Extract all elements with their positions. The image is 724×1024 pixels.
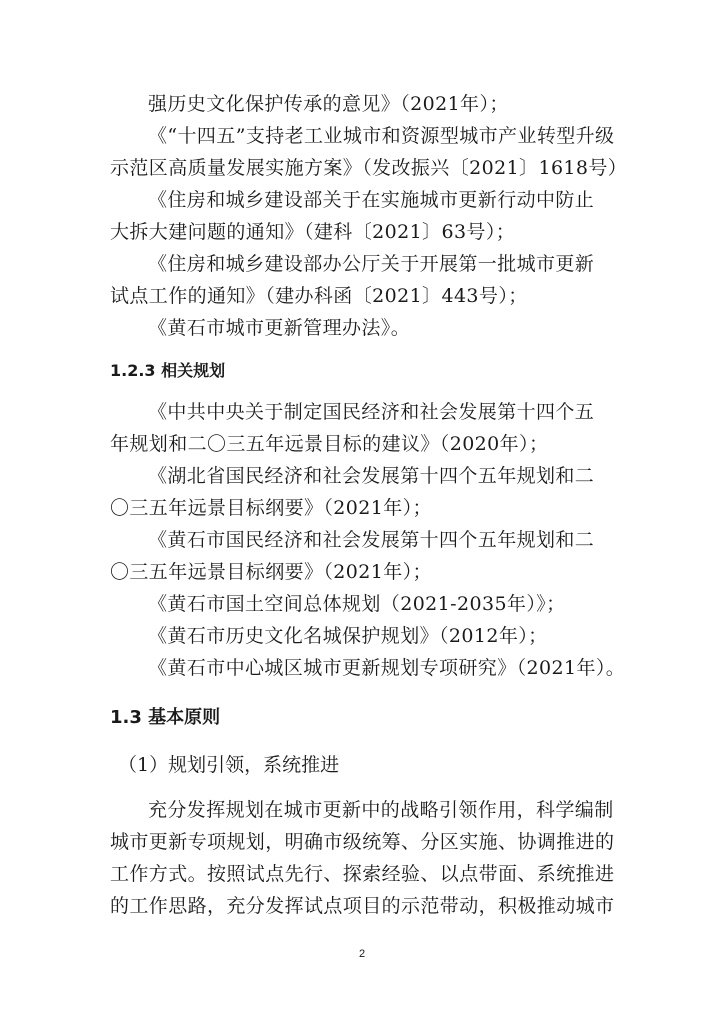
text-line: 示范区高质量发展实施方案》（发改振兴〔2021〕1618号） xyxy=(110,157,628,179)
text-line: 试点工作的通知》（建办科函〔2021〕443号）； xyxy=(110,285,528,307)
text-line: 的工作思路，充分发挥试点项目的示范带动，积极推动城市 xyxy=(110,895,615,917)
text-line: 《黄石市历史文化名城保护规划》（2012年）； xyxy=(148,625,548,647)
text-line: 《“十四五”支持老工业城市和资源型城市产业转型升级 xyxy=(148,125,615,147)
text-line: 《黄石市中心城区城市更新规划专项研究》（2021年）。 xyxy=(148,657,626,679)
text-line: 《黄石市城市更新管理办法》。 xyxy=(148,317,411,339)
text-line: 《中共中央关于制定国民经济和社会发展第十四个五 xyxy=(148,401,595,423)
text-line: 大拆大建问题的通知》（建科〔2021〕63号）； xyxy=(110,221,516,243)
text-line: 强历史文化保护传承的意见》（2021年）； xyxy=(148,93,509,115)
text-line: 年规划和二〇三五年远景目标的建议》（2020年）； xyxy=(110,433,549,455)
text-line: 《黄石市国土空间总体规划（2021-2035年）》； xyxy=(148,593,566,615)
text-line: 《湖北省国民经济和社会发展第十四个五年规划和二 xyxy=(148,465,595,487)
page-number: 2 xyxy=(358,948,366,960)
text-line: 《住房和城乡建设部办公厅关于开展第一批城市更新 xyxy=(148,253,595,275)
text-line: 〇三五年远景目标纲要》（2021年）； xyxy=(110,497,432,519)
text-line: 工作方式。按照试点先行、探索经验、以点带面、系统推进 xyxy=(110,863,615,885)
text-line: 〇三五年远景目标纲要》（2021年）； xyxy=(110,561,432,583)
section-heading-1-2-3: 1.2.3 相关规划 xyxy=(110,361,226,380)
text-line: 充分发挥规划在城市更新中的战略引领作用，科学编制 xyxy=(148,799,614,821)
text-line: 《黄石市国民经济和社会发展第十四个五年规划和二 xyxy=(148,529,595,551)
subheading-principle-1: （1）规划引领，系统推进 xyxy=(118,754,340,776)
principle-1-paragraph xyxy=(110,794,620,922)
section-heading-1-3: 1.3 基本原则 xyxy=(110,707,221,728)
text-line: 城市更新专项规划，明确市级统筹、分区实施、协调推进的 xyxy=(110,831,615,853)
text-line: 《住房和城乡建设部关于在实施城市更新行动中防止 xyxy=(148,189,595,211)
related-plans-list xyxy=(110,396,626,684)
regulations-list xyxy=(110,88,628,344)
